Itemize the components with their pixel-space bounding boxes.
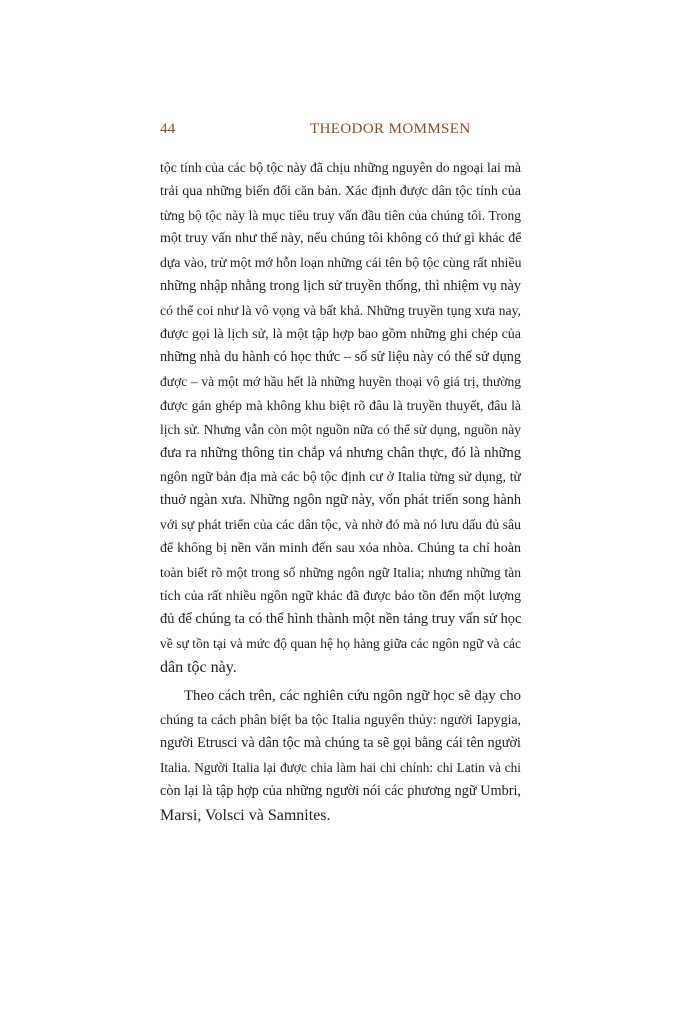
text-line: trải qua những biến đổi căn bản. Xác định được dân tộc tính của <box>160 183 521 199</box>
text-line: để không bị nền văn minh đến sau xóa nhòa. Chúng ta chỉ hoàn <box>160 540 521 556</box>
page-number: 44 <box>160 121 176 137</box>
text-line: những nhập nhằng trong lịch sử truyền thống, thì nhiệm vụ này <box>160 277 521 294</box>
text-line: có thể coi như là vô vọng và bất khả. Những truyền tụng xưa nay, <box>160 302 521 318</box>
text-line: tích của rất nhiều ngôn ngữ khác đã được bảo tồn đến một lượng <box>160 588 521 604</box>
text-line: Marsi, Volsci và Samnites. <box>160 806 331 824</box>
body-text <box>160 156 521 827</box>
text-line: về sự tồn tại và mức độ quan hệ họ hàng giữa các ngôn ngữ và các <box>160 635 521 651</box>
text-line: người Etrusci và dân tộc mà chúng ta sẽ gọi bằng cái tên người <box>160 735 521 752</box>
text-line: đưa ra những thông tin chắp vá nhưng chân thực, đó là những <box>160 444 521 461</box>
text-line: còn lại là tập hợp của những người nói các phương ngữ Umbri, <box>160 782 521 799</box>
text-line: thuở ngàn xưa. Những ngôn ngữ này, vốn phát triển song hành <box>160 492 521 509</box>
text-line: lịch sử. Nhưng vẫn còn một nguồn nữa có thể sử dụng, nguồn này <box>160 421 521 437</box>
text-line: những nhà du hành có học thức – số sử liệu này có thể sử dụng <box>160 349 521 366</box>
text-line: Theo cách trên, các nghiên cứu ngôn ngữ học sẽ dạy cho <box>184 687 521 704</box>
text-line: đủ để chúng ta có thể hình thành một nền tảng truy vấn sử học <box>160 611 521 628</box>
text-line: từng bộ tộc này là mục tiêu truy vấn đầu tiên của chúng tôi. Trong <box>160 207 521 223</box>
text-line: một truy vấn như thế này, nếu chúng tôi không có thứ gì khác để <box>160 231 521 247</box>
text-line: được gán ghép mà không khu biệt rõ đâu là truyền thuyết, đâu là <box>160 397 521 413</box>
paragraph-1 <box>160 156 521 680</box>
book-title: THEODOR MOMMSEN <box>310 121 471 137</box>
text-line: với sự phát triển của các dân tộc, và nhờ đó mà nó lưu dấu đủ sâu <box>160 516 521 532</box>
text-line: được – và một mớ hầu hết là những huyền thoại vô giá trị, thường <box>160 374 521 390</box>
text-line: dựa vào, trừ một mớ hỗn loạn những cái tên bộ tộc cùng rất nhiều <box>160 255 521 271</box>
text-line: Italia. Người Italia lại được chia làm hai chi chính: chi Latin và chi <box>160 759 521 775</box>
text-line: ngôn ngữ bản địa mà các bộ tộc định cư ở Italia từng sử dụng, từ <box>160 469 521 485</box>
text-line: được gọi là lịch sử, là một tập hợp bao gồm những ghi chép của <box>160 326 521 342</box>
text-line: dân tộc này. <box>160 658 237 676</box>
text-line: tộc tính của các bộ tộc này đã chịu những nguyên do ngoại lai mà <box>160 160 521 175</box>
paragraph-2 <box>160 685 521 828</box>
text-line: chúng ta cách phân biệt ba tộc Italia nguyên thủy: người Iapygia, <box>160 712 521 728</box>
text-line: toàn biết rõ một trong số những ngôn ngữ Italia; nhưng những tàn <box>160 564 521 580</box>
running-head <box>160 121 517 141</box>
